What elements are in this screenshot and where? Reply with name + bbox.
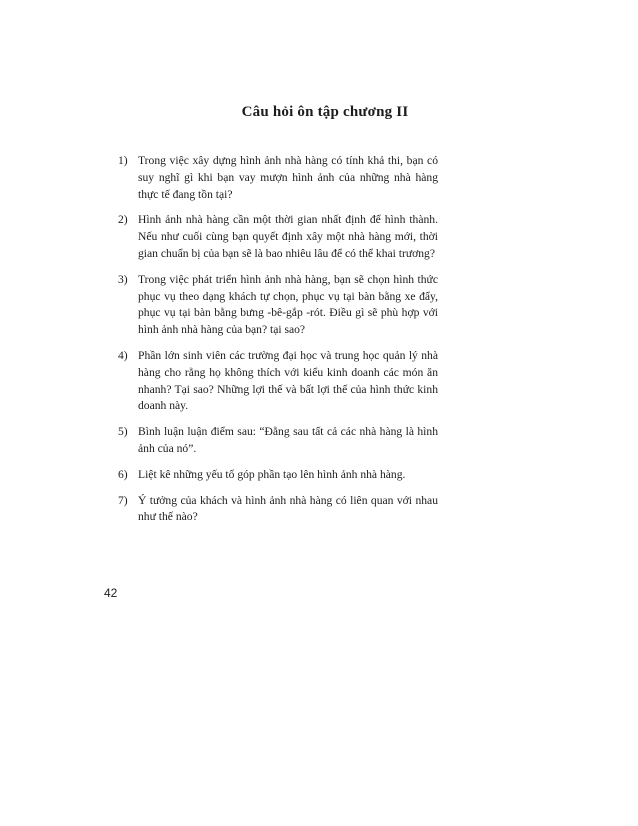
question-item [118, 272, 438, 339]
question-text: Bình luận luận điểm sau: “Đằng sau tất cả các nhà hàng là hình ảnh của nó”. [138, 425, 438, 455]
question-number: 4) [118, 348, 128, 362]
question-number: 1) [118, 154, 128, 167]
question-number: 7) [118, 493, 128, 507]
question-number: 5) [118, 425, 128, 439]
question-item [118, 424, 438, 458]
question-item [118, 212, 438, 262]
page-number: 42 [104, 586, 118, 600]
question-number: 2) [118, 213, 128, 227]
question-item [118, 493, 438, 527]
question-item [118, 467, 438, 484]
question-text: Liệt kê những yếu tố góp phần tạo lên hình ảnh nhà hàng. [138, 467, 406, 481]
question-item [118, 348, 438, 415]
question-text: Trong việc xây dựng hình ảnh nhà hàng có tính khả thi, bạn có suy nghĩ gì khi bạn vay mượn hình ảnh của những nhà hàng thực tế đang tồn tại? [138, 154, 438, 201]
question-text: Hình ảnh nhà hàng cần một thời gian nhất định để hình thành. Nếu như cuối cùng bạn quyết định xây một nhà hàng mới, thời gian chuẩn bị của bạn sẽ là bao nhiêu lâu để có thể khai trương? [138, 213, 438, 260]
question-number: 6) [118, 467, 128, 481]
question-text: Trong việc phát triển hình ảnh nhà hàng, bạn sẽ chọn hình thức phục vụ theo dạng khách tự chọn, phục vụ tại bàn bằng xe đẩy, phục vụ tại bàn bằng bưng -bê-gắp -rót. Điều gì sẽ phù hợp với hình ảnh nhà hàng của bạn? tại sao? [138, 272, 438, 337]
question-item [118, 153, 438, 203]
question-number: 3) [118, 272, 128, 286]
question-list [118, 153, 438, 535]
page-title: Câu hỏi ôn tập chương II [241, 104, 409, 120]
question-text: Phần lớn sinh viên các trường đại học và trung học quản lý nhà hàng cho rằng họ không thích với kiểu kinh doanh các món ăn nhanh? Tại sao? Những lợi thế và bất lợi thế của hình thức kinh doanh này. [138, 348, 438, 413]
question-text: Ý tưởng của khách và hình ảnh nhà hàng có liên quan với nhau như thế nào? [138, 493, 438, 524]
